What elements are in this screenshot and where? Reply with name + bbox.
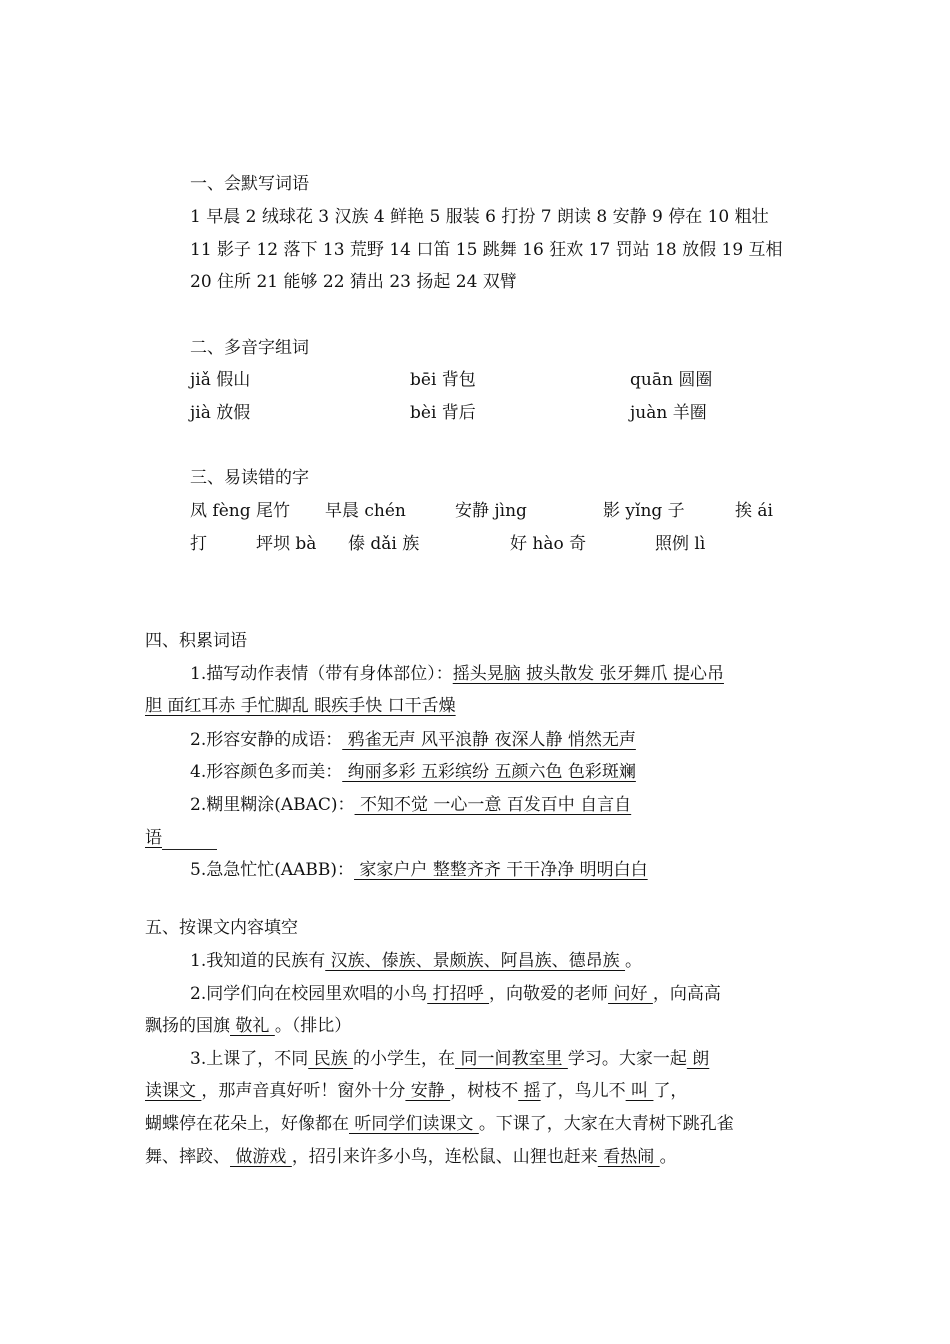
polyphone-bei1: bēi 背包 (410, 370, 476, 390)
q3-text-9: 。下课了，大家在大青树下跳孔雀 (478, 1114, 734, 1134)
q3-answer-1: 民族 (308, 1049, 354, 1069)
q2-answer-3: 敬礼 (230, 1016, 275, 1036)
q1-end: 。 (625, 951, 643, 971)
fill-question-2-continued (145, 1014, 351, 1040)
fill-question-3 (190, 1047, 709, 1073)
section-5-heading: 五、按课文内容填空 (145, 918, 298, 938)
hard-char-feng: 凤 fèng 尾竹 (190, 501, 290, 521)
idiom-item-3 (190, 760, 636, 786)
q3-answer-3-cont: 读课文 (145, 1081, 202, 1101)
idiom-item-1-answer-cont: 胆 面红耳赤 手忙脚乱 眼疾手快 口干舌燥 (145, 696, 456, 716)
idiom-item-5-label: 5.急急忙忙(AABB)： (190, 860, 355, 880)
q3-text-10: 舞、摔跤、 (145, 1147, 230, 1167)
idiom-item-4 (190, 793, 631, 819)
hard-char-jing: 安静 jìng (455, 501, 527, 521)
idiom-item-1-answer: 摇头晃脑 披头散发 张牙舞爪 提心吊 (452, 664, 724, 684)
fill-question-3-line-4 (145, 1145, 677, 1171)
hard-char-ai: 挨 ái (735, 501, 773, 521)
idiom-item-1 (190, 662, 724, 688)
hard-char-da: 打 (190, 534, 207, 554)
hard-char-ba: 坪坝 bà (256, 534, 317, 554)
hard-char-dai: 傣 dǎi 族 (348, 534, 420, 554)
section-1-heading: 一、会默写词语 (190, 174, 309, 194)
q2-answer-2: 问好 (608, 984, 653, 1004)
word-list-line-1: 1 早晨 2 绒球花 3 汉族 4 鲜艳 5 服装 6 打扮 7 朗读 8 安静 9 停在 10 粗壮 (190, 207, 769, 227)
fill-question-3-line-3 (145, 1112, 734, 1138)
idiom-item-2 (190, 728, 636, 754)
q3-text-8: 蝴蝶停在花朵上，好像都在 (145, 1114, 349, 1134)
word-list-line-2: 11 影子 12 落下 13 荒野 14 口笛 15 跳舞 16 狂欢 17 罚站 18 放假 19 互相 (190, 240, 783, 260)
idiom-item-4-label: 2.糊里糊涂(ABAC)： (190, 795, 355, 815)
q3-text-4: ，那声音真好听！窗外十分 (201, 1081, 406, 1101)
idiom-item-3-answer: 绚丽多彩 五彩缤纷 五颜六色 色彩斑斓 (342, 762, 636, 782)
q3-answer-9: 看热闹 (597, 1147, 660, 1167)
polyphone-juan4: juàn 羊圈 (630, 403, 707, 423)
polyphone-jia4: jià 放假 (190, 403, 251, 423)
idiom-item-3-label: 4.形容颜色多而美： (190, 762, 343, 782)
q2-text-2: ，向敬爱的老师 (489, 984, 609, 1004)
idiom-item-5 (190, 858, 648, 884)
idiom-item-2-label: 2.形容安静的成语： (190, 730, 343, 750)
q3-text-1: 3.上课了，不同 (190, 1049, 309, 1069)
idiom-item-5-answer: 家家户户 整整齐齐 干干净净 明明白白 (354, 860, 648, 880)
q3-text-7: 了， (653, 1081, 688, 1101)
hard-char-ying: 影 yǐng 子 (603, 501, 685, 521)
q3-text-2: 的小学生，在 (353, 1049, 456, 1069)
idiom-item-4-answer-cont: 语 (145, 828, 162, 848)
q3-answer-3: 朗 (686, 1049, 710, 1069)
q2-answer-1: 打招呼 (427, 984, 490, 1004)
q3-text-5: ，树枝不 (450, 1081, 519, 1101)
idiom-item-4-continued (145, 826, 217, 852)
fill-question-3-line-2 (145, 1079, 687, 1105)
q2-text-1: 2.同学们向在校园里欢唱的小鸟 (190, 984, 428, 1004)
q3-answer-5: 摇 (518, 1081, 541, 1101)
q2-text-3: ，向高高 (652, 984, 721, 1004)
q1-text: 1.我知道的民族有 (190, 951, 326, 971)
q3-answer-7: 听同学们读课文 (349, 1114, 479, 1134)
idiom-item-4-answer: 不知不觉 一心一意 百发百中 自言自 (354, 795, 632, 815)
q3-text-11: ，招引来许多小鸟，连松鼠、山狸也赶来 (291, 1147, 598, 1167)
q3-text-12: 。 (659, 1147, 677, 1167)
section-4-heading: 四、积累词语 (145, 631, 247, 651)
q3-text-3: 学习。大家一起 (567, 1049, 687, 1069)
q3-text-6: 了，鸟儿不 (540, 1081, 626, 1101)
section-3-heading: 三、易读错的字 (190, 468, 309, 488)
fill-question-2 (190, 982, 721, 1008)
q1-answer: 汉族、傣族、景颇族、阿昌族、德昂族 (325, 951, 626, 971)
q3-answer-6: 叫 (625, 1081, 654, 1101)
q3-answer-8: 做游戏 (230, 1147, 292, 1167)
idiom-item-2-answer: 鸦雀无声 风平浪静 夜深人静 悄然无声 (342, 730, 636, 750)
q3-answer-2: 同一间教室里 (455, 1049, 568, 1069)
idiom-item-4-blank (162, 827, 217, 850)
word-list-line-3: 20 住所 21 能够 22 猜出 23 扬起 24 双臂 (190, 272, 517, 292)
section-2-heading: 二、多音字组词 (190, 338, 309, 358)
idiom-item-1-continued (145, 694, 456, 720)
q2-text-4: 飘扬的国旗 (145, 1016, 230, 1036)
hard-char-hao: 好 hào 奇 (510, 534, 587, 554)
polyphone-quan1: quān 圆圈 (630, 370, 713, 390)
fill-question-1 (190, 949, 642, 975)
q3-answer-4: 安静 (405, 1081, 451, 1101)
hard-char-li: 照例 lì (655, 534, 706, 554)
q2-text-5: 。（排比） (274, 1016, 352, 1036)
polyphone-jia3: jiǎ 假山 (190, 370, 251, 390)
hard-char-chen: 早晨 chén (325, 501, 406, 521)
idiom-item-1-label: 1.描写动作表情（带有身体部位）： (190, 664, 453, 684)
polyphone-bei4: bèi 背后 (410, 403, 476, 423)
